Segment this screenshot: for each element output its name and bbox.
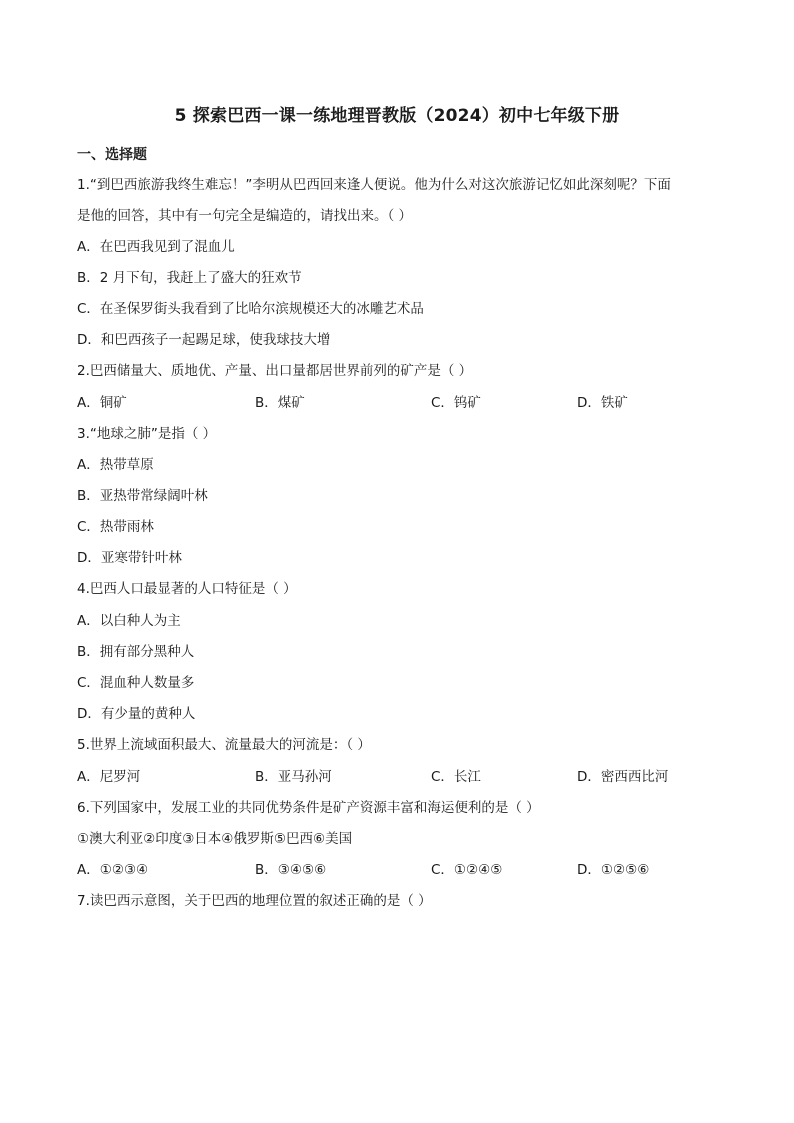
question-1-stem-line-2: 是他的回答，其中有一句完全是编造的，请找出来。（ ）: [77, 208, 413, 224]
question-1-stem-line-1: 1.“到巴西旅游我终生难忘！”李明从巴西回来逢人便说。他为什么对这次旅游记忆如此深刻呢？下面: [77, 177, 671, 193]
question-4-option-b: B．拥有部分黑种人: [77, 644, 195, 660]
question-6-stem-line-2: ①澳大利亚②印度③日本④俄罗斯⑤巴西⑥美国: [77, 831, 353, 847]
question-5-options: [77, 767, 737, 787]
question-2-options: [77, 393, 737, 413]
question-6-option-a: A．①②③④: [77, 862, 149, 878]
page-title: 5 探索巴西一课一练地理晋教版（2024）初中七年级下册: [174, 106, 620, 126]
section-heading: 一、选择题: [77, 147, 147, 163]
question-1-option-b: B．2 月下旬，我赶上了盛大的狂欢节: [77, 270, 302, 286]
question-4-option-c: C．混血种人数量多: [77, 675, 195, 691]
question-5-option-c: C．长江: [431, 769, 481, 785]
question-1-option-a: A．在巴西我见到了混血儿: [77, 239, 235, 255]
question-4-stem: 4.巴西人口最显著的人口特征是（ ）: [77, 581, 297, 597]
question-6-option-b: B．③④⑤⑥: [255, 862, 327, 878]
question-6-option-d: D．①②⑤⑥: [577, 862, 650, 878]
question-7-stem: 7.读巴西示意图，关于巴西的地理位置的叙述正确的是（ ）: [77, 893, 432, 909]
question-6-option-c: C．①②④⑤: [431, 862, 503, 878]
question-1-option-c: C．在圣保罗街头我看到了比哈尔滨规模还大的冰雕艺术品: [77, 301, 424, 317]
question-2-option-d: D．铁矿: [577, 395, 628, 411]
question-5-option-d: D．密西西比河: [577, 769, 669, 785]
question-3-option-d: D．亚寒带针叶林: [77, 550, 182, 566]
question-2-stem: 2.巴西储量大、质地优、产量、出口量都居世界前列的矿产是（ ）: [77, 363, 473, 379]
question-3-option-b: B．亚热带常绿阔叶林: [77, 488, 208, 504]
question-3-option-c: C．热带雨林: [77, 519, 154, 535]
question-5-option-a: A．尼罗河: [77, 769, 141, 785]
question-6-stem-line-1: 6.下列国家中，发展工业的共同优势条件是矿产资源丰富和海运便利的是（ ）: [77, 800, 540, 816]
question-5-stem: 5.世界上流域面积最大、流量最大的河流是：（ ）: [77, 737, 371, 753]
question-3-option-a: A．热带草原: [77, 457, 154, 473]
question-2-option-a: A．铜矿: [77, 395, 127, 411]
question-1-option-d: D．和巴西孩子一起踢足球，使我球技大增: [77, 332, 331, 348]
question-2-option-b: B．煤矿: [255, 395, 305, 411]
question-4-option-d: D．有少量的黄种人: [77, 706, 196, 722]
question-5-option-b: B．亚马孙河: [255, 769, 332, 785]
question-2-option-c: C．钨矿: [431, 395, 481, 411]
question-4-option-a: A．以白种人为主: [77, 613, 181, 629]
question-3-stem: 3.“地球之肺”是指（ ）: [77, 426, 217, 442]
question-6-options: [77, 860, 737, 880]
